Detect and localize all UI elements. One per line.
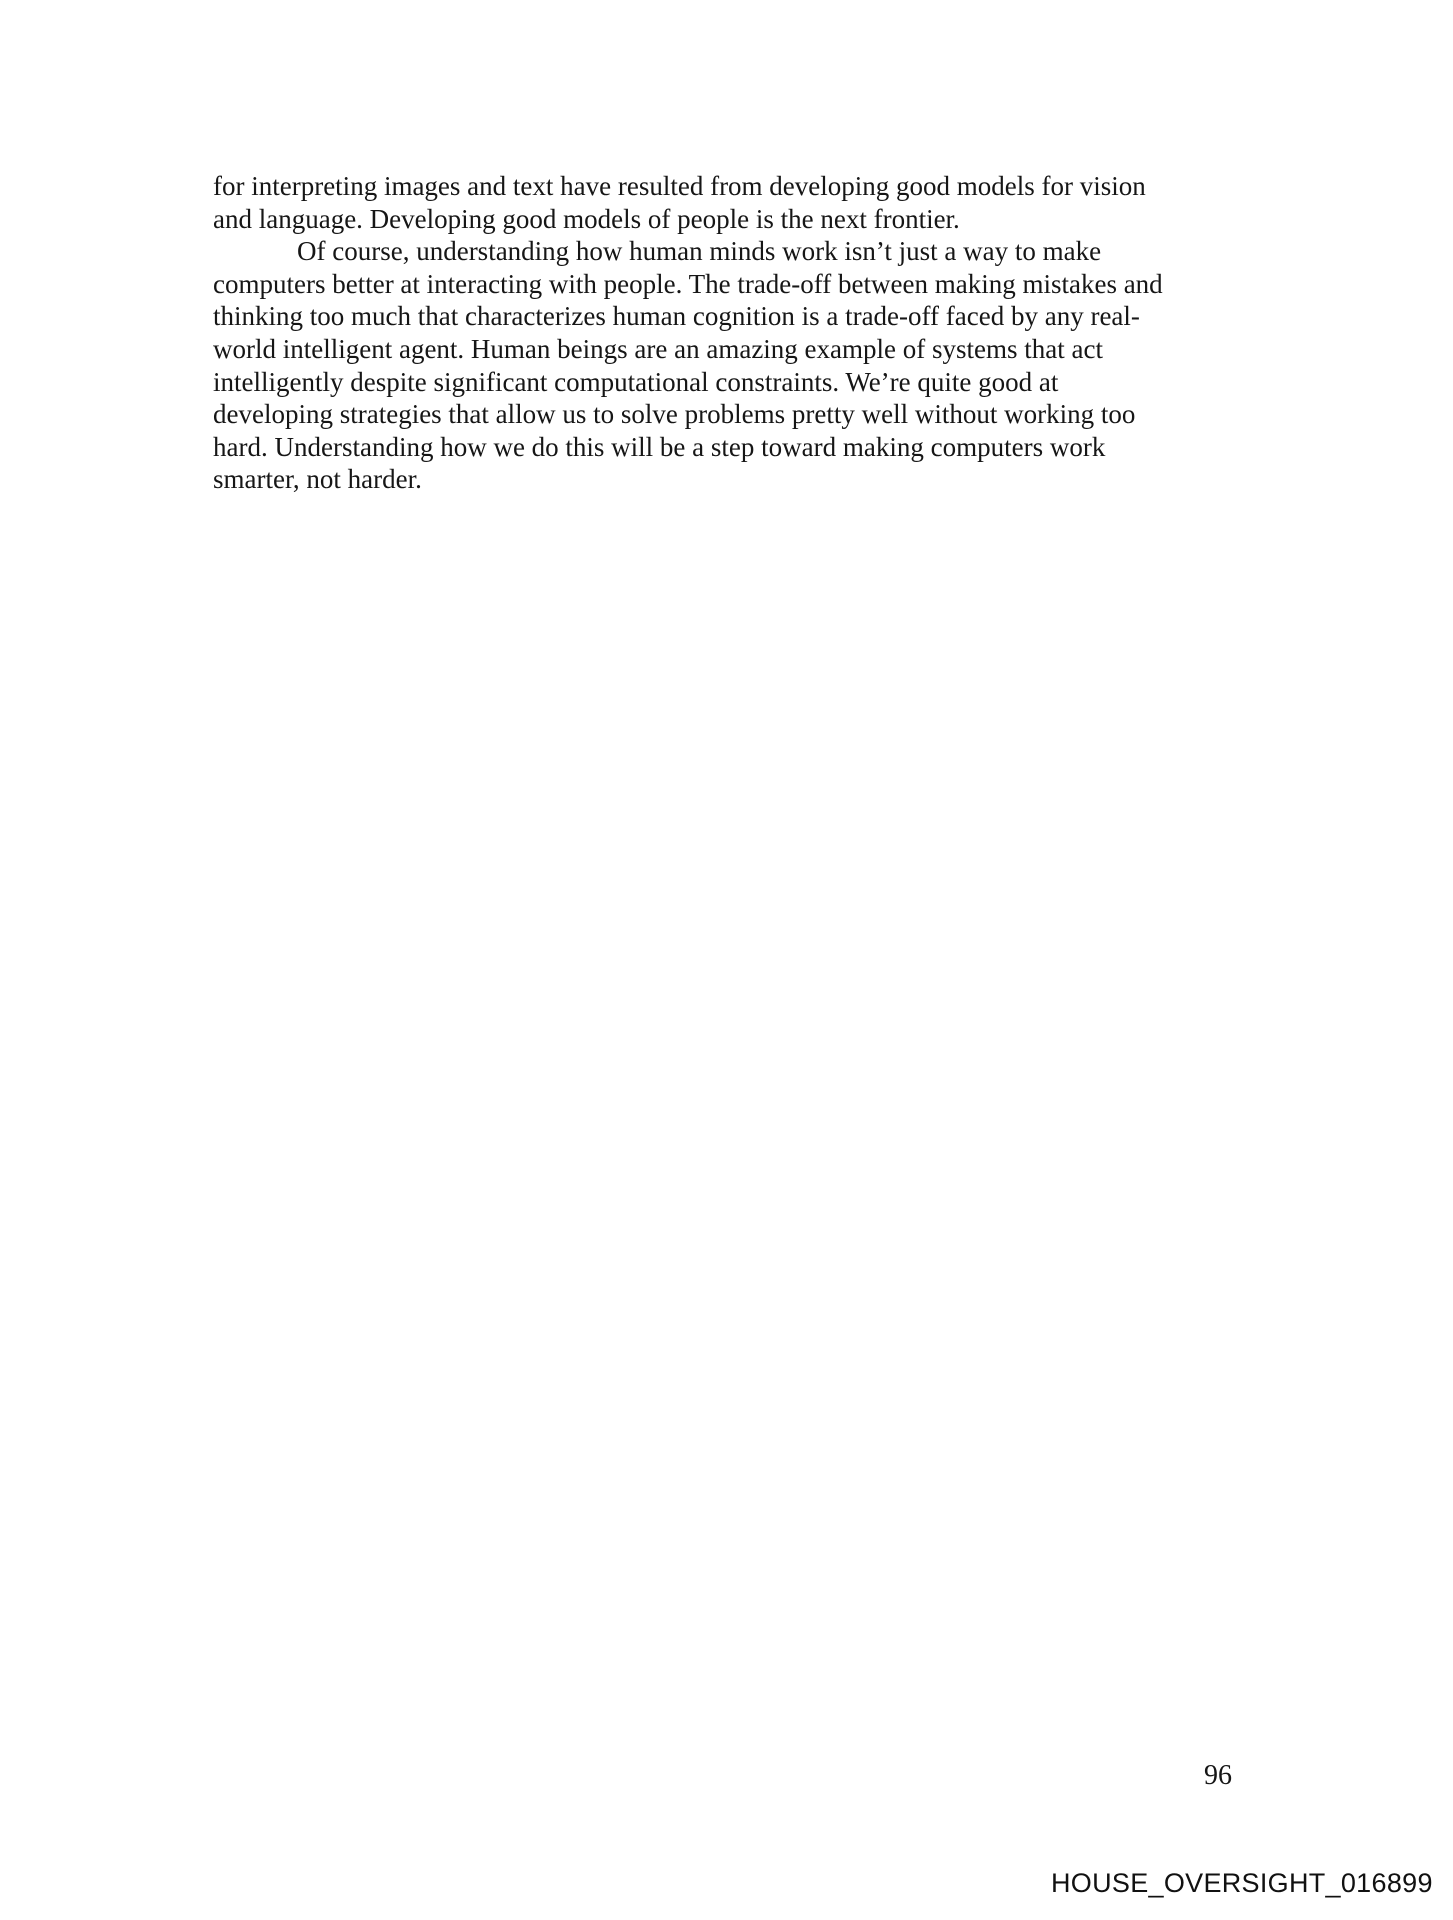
text-line: thinking too much that characterizes human cognition is a trade-off faced by any real- [213, 301, 1140, 332]
text-line: intelligently despite significant computational constraints. We’re quite good at [213, 366, 1059, 397]
text-line: and language. Developing good models of people is the next frontier. [213, 203, 960, 234]
text-line: world intelligent agent. Human beings are an amazing example of systems that act [213, 333, 1103, 364]
text-line: developing strategies that allow us to solve problems pretty well without working too [213, 399, 1136, 430]
text-line: hard. Understanding how we do this will be a step toward making computers work [213, 431, 1106, 462]
text-line: for interpreting images and text have resulted from developing good models for vision [213, 171, 1146, 201]
text-line: computers better at interacting with people. The trade-off between making mistakes and [213, 268, 1163, 299]
paragraph-start-line: Of course, understanding how human minds work isn’t just a way to make [297, 236, 1102, 267]
body-text [213, 170, 1253, 496]
text-line: smarter, not harder. [213, 464, 422, 495]
bates-stamp: HOUSE_OVERSIGHT_016899 [1051, 1868, 1433, 1898]
page-number: 96 [1204, 1760, 1232, 1791]
